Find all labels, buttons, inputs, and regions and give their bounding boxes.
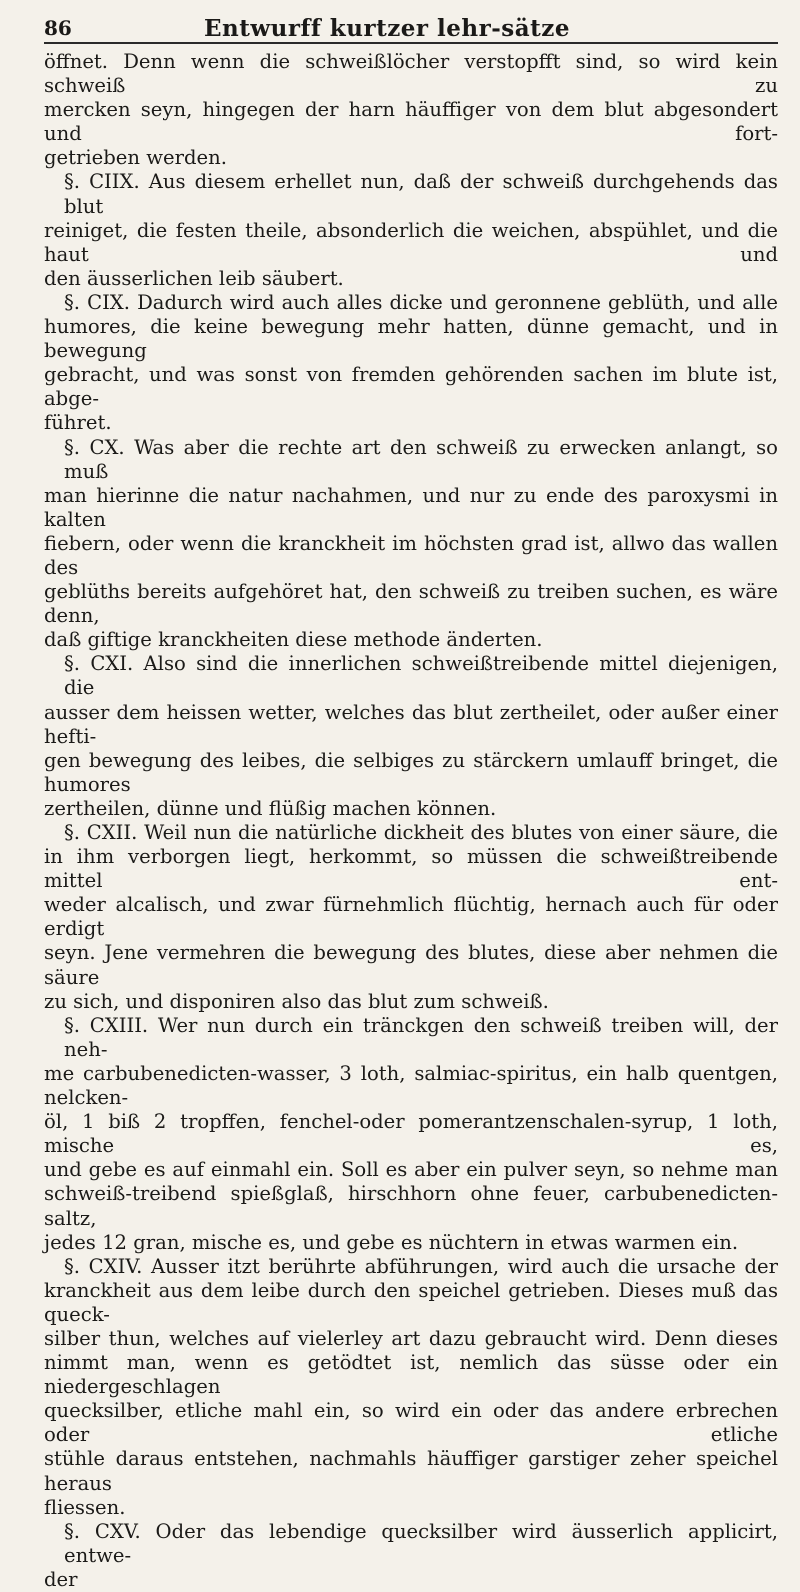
- paragraph: [44, 821, 778, 1014]
- text-line: führet.: [44, 411, 112, 435]
- body-text: [44, 50, 778, 1592]
- section-number: §. CIX.: [64, 290, 130, 314]
- text-line: silber thun, welches auf vielerley art dazu gebraucht wird. Denn dieses: [44, 1326, 778, 1350]
- text-line: reiniget, die festen theile, absonderlich die weichen, abspühlet, und die haut und: [44, 218, 778, 266]
- text-line: mercken seyn, hingegen der harn häuffiger von dem blut abgesondert und fort-: [44, 98, 778, 146]
- text-line: zu sich, und disponiren also das blut zum schweiß.: [44, 989, 549, 1013]
- text-line: me carbubenedicten-wasser, 3 loth, salmiac-spiritus, ein halb quentgen, nelcken-: [44, 1061, 778, 1110]
- text-line: Aus diesem erhellet nun, daß der schweiß durchgehends das blut: [64, 170, 778, 218]
- section-number: §. CXIII.: [64, 1013, 149, 1037]
- text-line: öffnet. Denn wenn die schweißlöcher verstopfft sind, so wird kein schweiß zu: [44, 50, 778, 98]
- text-line: kranckheit aus dem leibe durch den speichel getrieben. Dieses muß das queck-: [44, 1278, 778, 1326]
- paragraph: [44, 1255, 778, 1520]
- text-line: zertheilen, dünne und flüßig machen können.: [44, 796, 497, 820]
- text-line: Weil nun die natürliche dickheit des blutes von einer säure, die: [144, 821, 779, 844]
- text-line: schweiß-treibend spießglaß, hirschhorn ohne feuer, carbubenedicten-saltz,: [44, 1182, 778, 1230]
- text-line: Ausser itzt berührte abführungen, wird auch die ursache der: [151, 1254, 778, 1278]
- text-line: geblüths bereits aufgehöret hat, den schweiß zu treiben suchen, es wäre denn,: [44, 580, 778, 628]
- text-line: Was aber die rechte art den schweiß zu erwecken anlangt, so muß: [64, 435, 778, 483]
- text-line: Oder das lebendige quecksilber wird äusserlich applicirt, entwe-: [64, 1519, 778, 1567]
- paragraph: [44, 291, 778, 436]
- paragraph: [44, 436, 778, 653]
- text-line: fiebern, oder wenn die kranckheit im höchsten grad ist, allwo das wallen des: [44, 531, 778, 579]
- text-line: den äusserlichen leib säubert.: [44, 266, 344, 290]
- section-number: §. CXIV.: [64, 1254, 143, 1278]
- text-line: man hierinne die natur nachahmen, und nur zu ende des paroxysmi in kalten: [44, 483, 778, 531]
- paragraph: [44, 50, 778, 170]
- section-number: §. CXII.: [64, 821, 138, 844]
- text-line: gebracht, und was sonst von fremden gehörenden sachen im blute ist, abge-: [44, 363, 778, 411]
- text-line: der: [44, 1567, 78, 1591]
- text-line: ausser dem heissen wetter, welches das blut zertheilet, oder außer einer hefti-: [44, 700, 778, 748]
- text-line: jedes 12 gran, mische es, und gebe es nüchtern in etwas warmen ein.: [44, 1230, 739, 1254]
- text-line: Wer nun durch ein tränckgen den schweiß treiben will, der neh-: [64, 1013, 779, 1061]
- text-line: Dadurch wird auch alles dicke und geronnene geblüth, und alle: [137, 290, 778, 314]
- text-line: quecksilber, etliche mahl ein, so wird ein oder das andere erbrechen oder etliche: [44, 1399, 778, 1447]
- text-line: seyn. Jene vermehren die bewegung des blutes, diese aber nehmen die säure: [44, 941, 778, 989]
- text-line: stühle daraus entstehen, nachmahls häuffiger garstiger zeher speichel heraus: [44, 1447, 778, 1495]
- text-line: Also sind die innerlichen schweißtreibende mittel diejenigen, die: [64, 652, 778, 700]
- paragraph: [44, 170, 778, 290]
- section-number: §. CIIX.: [64, 170, 140, 194]
- section-number: §. CX.: [64, 435, 125, 459]
- text-line: und gebe es auf einmahl ein. Soll es aber ein pulver seyn, so nehme man: [44, 1158, 778, 1182]
- running-head: Entwurff kurtzer lehr-sätze: [204, 15, 570, 42]
- text-line: humores, die keine bewegung mehr hatten, dünne gemacht, und in bewegung: [44, 315, 778, 363]
- text-line: in ihm verborgen liegt, herkommt, so müssen die schweißtreibende mittel ent-: [44, 845, 778, 893]
- paragraph: [44, 652, 778, 821]
- text-line: daß giftige kranckheiten diese methode änderten.: [44, 628, 543, 652]
- text-line: getrieben werden.: [44, 146, 227, 170]
- text-line: nimmt man, wenn es getödtet ist, nemlich das süsse oder ein niedergeschlagen: [44, 1351, 778, 1399]
- text-line: gen bewegung des leibes, die selbiges zu stärckern umlauff bringet, die humores: [44, 748, 778, 796]
- paragraph: [44, 1520, 778, 1592]
- section-number: §. CXI.: [64, 652, 134, 676]
- text-line: fliessen.: [44, 1495, 126, 1519]
- section-number: §. CXV.: [64, 1519, 141, 1543]
- page-number: 86: [44, 16, 72, 40]
- paragraph: [44, 1014, 778, 1255]
- text-line: öl, 1 biß 2 tropffen, fenchel-oder pomerantzenschalen-syrup, 1 loth, mische es,: [44, 1110, 778, 1158]
- page-header: [44, 10, 778, 44]
- text-line: weder alcalisch, und zwar fürnehmlich flüchtig, hernach auch für oder erdigt: [44, 893, 778, 941]
